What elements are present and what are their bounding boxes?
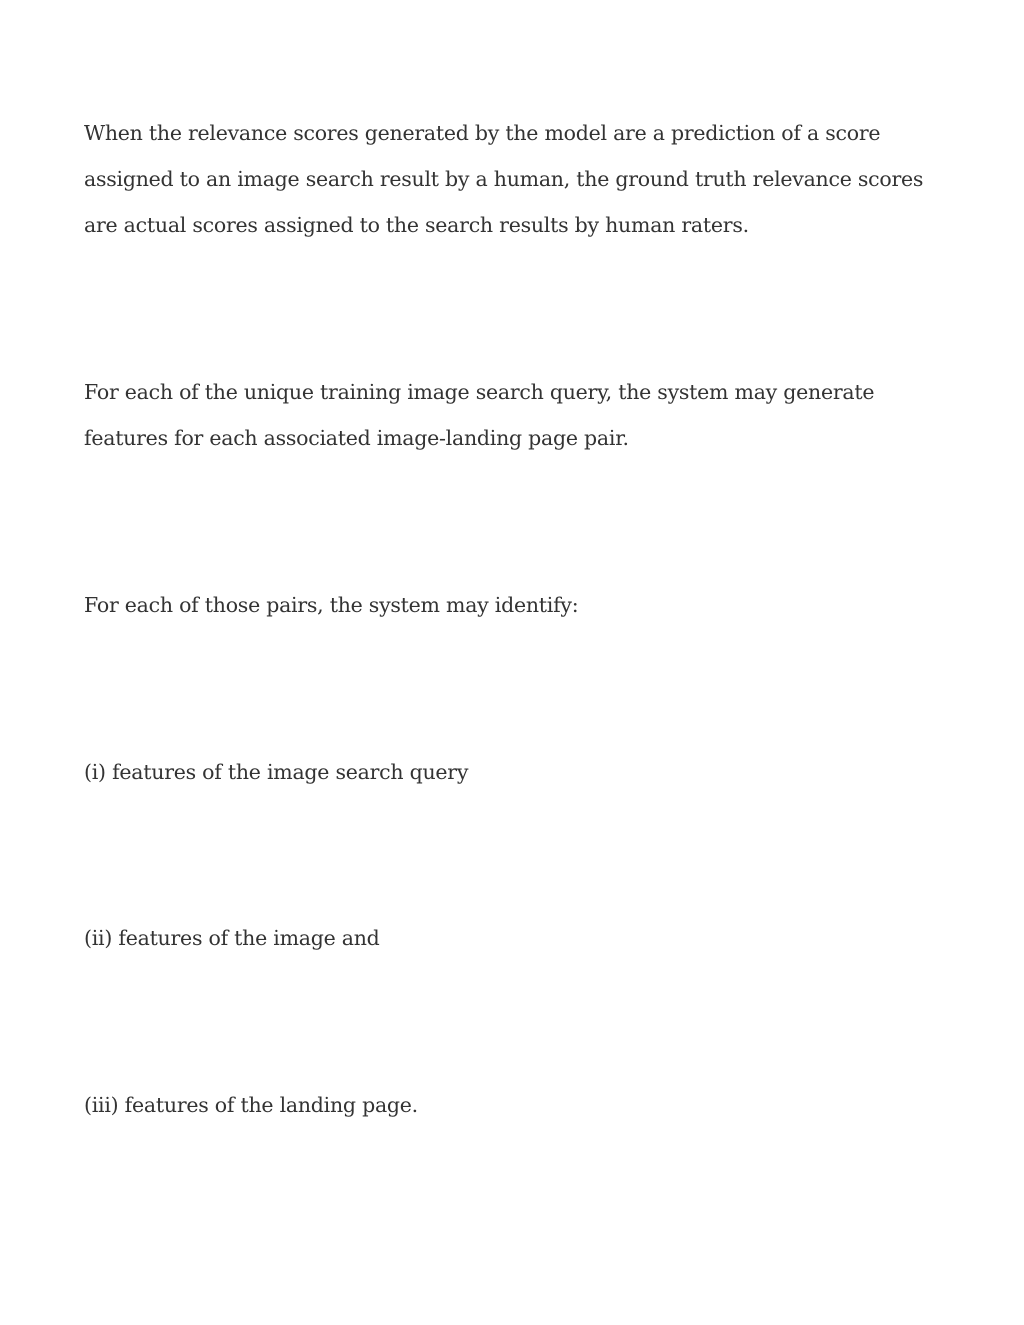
list-item-query-features: (i) features of the image search query xyxy=(84,760,469,784)
paragraph-relevance-scores: When the relevance scores generated by the model are a prediction of a score assigned to an image search result by a human, the ground truth relevance scores are actual scores assigned to the search results by human raters. xyxy=(84,121,924,237)
list-item-landing-page-features: (iii) features of the landing page. xyxy=(84,1093,418,1117)
paragraph-training-queries: For each of the unique training image search query, the system may generate features for each associated image-landing page pair. xyxy=(84,380,875,450)
paragraph-pairs-intro: For each of those pairs, the system may identify: xyxy=(84,593,579,617)
list-item-image-features: (ii) features of the image and xyxy=(84,926,380,950)
